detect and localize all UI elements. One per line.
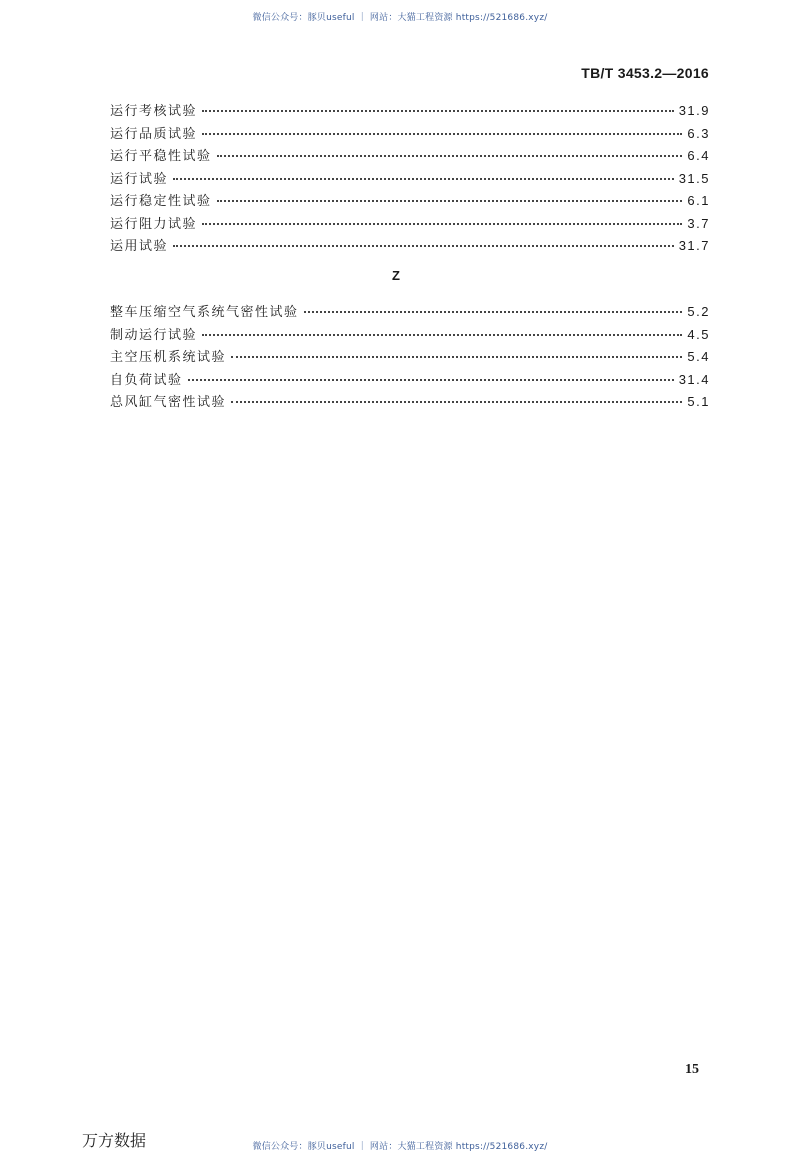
index-term: 整车压缩空气系统气密性试验 [110, 305, 299, 320]
index-ref: 5.4 [687, 349, 710, 364]
index-entry [110, 213, 710, 236]
dot-leader [217, 155, 683, 157]
index-ref: 31.7 [678, 238, 710, 253]
index-ref: 31.9 [678, 103, 710, 118]
dot-leader [173, 178, 674, 180]
dot-leader [188, 379, 674, 381]
index-term: 主空压机系统试验 [110, 350, 227, 365]
index-ref: 5.1 [687, 394, 710, 409]
index-ref: 3.7 [687, 215, 710, 231]
index-entry [110, 123, 710, 146]
index-entry [110, 346, 710, 369]
index-group-r [110, 100, 710, 258]
index-term: 运行试验 [110, 171, 169, 187]
dot-leader [202, 133, 682, 135]
index-entry [110, 100, 710, 123]
dot-leader [231, 356, 682, 358]
watermark-bottom: 微信公众号：豚贝useful ｜ 网站：大猫工程资源 https://521686.xyz/ [252, 1142, 548, 1152]
index-term: 运行考核试验 [110, 104, 198, 119]
watermark-top: 微信公众号：豚贝useful ｜ 网站：大猫工程资源 https://521686.xyz/ [252, 13, 548, 23]
index-ref: 5.2 [687, 304, 710, 319]
index-term: 运用试验 [110, 239, 169, 254]
index-term: 运行阻力试验 [110, 216, 198, 232]
index-term: 运行平稳性试验 [110, 149, 212, 164]
index-ref: 6.4 [687, 148, 710, 163]
wanfang-logo: 万方数据 [82, 1131, 147, 1150]
index-term: 运行稳定性试验 [110, 194, 212, 209]
dot-leader [304, 311, 683, 313]
index-term: 运行品质试验 [110, 126, 198, 142]
index-entry [110, 168, 710, 191]
index-entry [110, 190, 710, 213]
index-entry [110, 324, 710, 347]
index-ref: 31.5 [678, 170, 710, 186]
index-entry [110, 391, 710, 414]
index-group-z [110, 301, 710, 414]
index-term: 总风缸气密性试验 [110, 395, 227, 410]
dot-leader [202, 223, 682, 225]
index-ref: 4.5 [687, 326, 710, 342]
index-entry [110, 235, 710, 258]
index-entry [110, 145, 710, 168]
index-entry [110, 369, 710, 392]
index-ref: 6.3 [687, 125, 710, 141]
dot-leader [231, 401, 682, 403]
page-number: 15 [685, 1062, 699, 1077]
dot-leader [217, 200, 683, 202]
index-ref: 6.1 [687, 193, 710, 208]
dot-leader [173, 245, 674, 247]
section-letter-heading: Z [392, 268, 400, 283]
standard-code: TB/T 3453.2—2016 [581, 65, 709, 81]
index-term: 制动运行试验 [110, 327, 198, 343]
index-ref: 31.4 [678, 371, 710, 387]
dot-leader [202, 110, 674, 112]
index-term: 自负荷试验 [110, 372, 183, 388]
index-entry [110, 301, 710, 324]
dot-leader [202, 334, 682, 336]
